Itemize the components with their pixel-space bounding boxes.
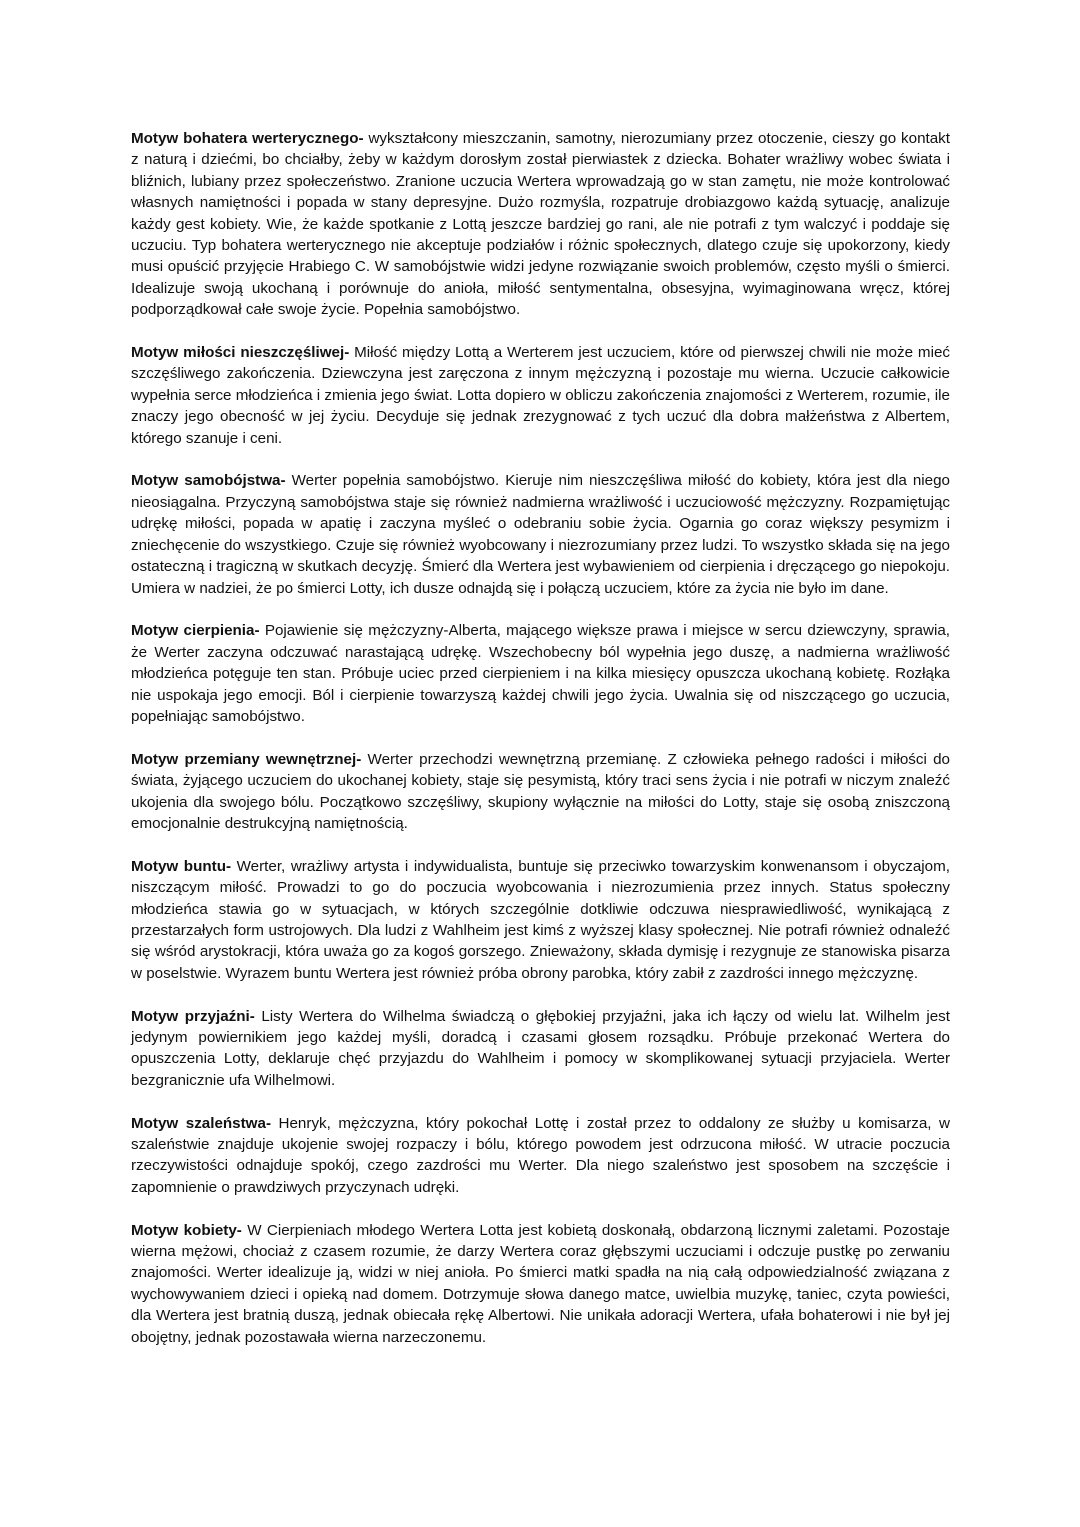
motif-text: Henryk, mężczyzna, który pokochał Lottę i został przez to oddalony ze służby u komisarza, w szaleństwie znajduje ukojenie swojej rozpaczy i bólu, którego powodem jest odrzucona miłość. W utracie poczucia rzeczywistości odnajduje spokój, czego zazdrości mu Werter. Dla niego szaleństwo jest sposobem na szczęście i zapomnienie o prawdziwych przyczynach udręki. bbox=[131, 1114, 951, 1196]
motif-title: Motyw samobójstwa- bbox=[131, 472, 286, 490]
motif-text: Werter przechodzi wewnętrzną przemianę. Z człowieka pełnego radości i miłości do świata, żyjącego uczuciem do ukochanej kobiety, staje się pesymistą, który traci sens życia i nie potrafi w niczym znaleźć ukojenia dla swojego bólu. Początkowo szczęśliwy, skupiony wyłącznie na miłości do Lotty, staje się osobą zniszczoną emocjonalnie destrukcyjną namiętnością. bbox=[131, 750, 950, 832]
motif-paragraph-friendship bbox=[131, 1006, 950, 1092]
motif-title: Motyw miłości nieszczęśliwej- bbox=[131, 344, 350, 362]
motif-title: Motyw przemiany wewnętrznej- bbox=[131, 750, 362, 768]
motif-text: wykształcony mieszczanin, samotny, nierozumiany przez otoczenie, cieszy go kontakt z naturą i dziećmi, bo chciałby, żeby w każdym dorosłym został pierwiastek z dziecka. Bohater wrażliwy wobec świata i bliźnich, lubiany przez społeczeństwo. Zranione uczucia Wertera wprowadzają go w stan zamętu, nie może kontrolować własnych namiętności i popada w stany depresyjne. Dużo rozmyśla, rozpatruje drobiazgowo każdą sytuację, analizuje każdy gest kobiety. Wie, że każde spotkanie z Lottą jeszcze bardziej go rani, ale nie potrafi z tym walczyć i poddaje się uczuciu. Typ bohatera werterycznego nie akceptuje podziałów i różnic społecznych, dlatego czuje się upokorzony, kiedy musi opuścić przyjęcie Hrabiego C. W samobójstwie widzi jedyne rozwiązanie swoich problemów, często myśli o śmierci. Idealizuje swoją ukochaną i porównuje do anioła, miłość sentymentalna, obsesyjna, wyimaginowana wręcz, której podporządkował całe swoje życie. Popełnia samobójstwo. bbox=[131, 130, 950, 319]
motif-title: Motyw kobiety- bbox=[131, 1221, 242, 1239]
motif-paragraph-suffering bbox=[131, 620, 950, 727]
motif-paragraph-rebellion bbox=[131, 856, 950, 984]
motif-paragraph-woman bbox=[131, 1220, 950, 1348]
motif-title: Motyw szaleństwa- bbox=[131, 1114, 272, 1132]
motif-title: Motyw cierpienia- bbox=[131, 622, 260, 640]
motif-title: Motyw przyjaźni- bbox=[131, 1007, 255, 1025]
motif-paragraph-unhappy-love bbox=[131, 342, 950, 449]
motif-paragraph-madness bbox=[131, 1113, 950, 1199]
document-page bbox=[131, 128, 950, 1369]
motif-text: Listy Wertera do Wilhelma świadczą o głębokiej przyjaźni, jaka ich łączy od wielu lat. Wilhelm jest jedynym powiernikiem jego każdej myśli, doradcą i czasami głosem rozsądku. Próbuje przekonać Wertera do opuszczenia Lotty, deklaruje chęć przyjazdu do Wahlheim i pomocy w skomplikowanej sytuacji przyjaciela. Werter bezgranicznie ufa Wilhelmowi. bbox=[131, 1007, 950, 1089]
motif-title: Motyw buntu- bbox=[131, 857, 232, 875]
motif-text: Miłość między Lottą a Werterem jest uczuciem, które od pierwszej chwili nie może mieć szczęśliwego zakończenia. Dziewczyna jest zaręczona z innym mężczyzną i pozostaje mu wierna. Uczucie całkowicie wypełnia serce młodzieńca i zmienia jego świat. Lotta dopiero w obliczu zakończenia znajomości z Werterem, rozumie, ile znaczy jego obecność w jej życiu. Decyduje się jednak zrezygnować z tych uczuć dla dobra małżeństwa z Albertem, którego szanuje i ceni. bbox=[131, 344, 950, 447]
motif-title: Motyw bohatera werterycznego- bbox=[131, 130, 364, 147]
motif-text: Werter, wrażliwy artysta i indywidualista, buntuje się przeciwko towarzyskim konwenansom i obyczajom, niszczącym miłość. Prowadzi to go do poczucia wyobcowania i niezrozumienia przez innych. Status społeczny młodzieńca stawia go w sytuacjach, w których szczególnie dotkliwie odczuwa niesprawiedliwość, wynikającą z przestarzałych form ustrojowych. Dla ludzi z Wahlheim jest kimś z wyższej klasy społecznej. Nie potrafi również odnaleźć się wśród arystokracji, która uważa go za kogoś gorszego. Znieważony, składa dymisję i rezygnuje ze stanowiska pisarza w poselstwie. Wyrazem buntu Wertera jest również próba obrony parobka, który zabił z zazdrości innego mężczyznę. bbox=[131, 857, 950, 982]
motif-paragraph-suicide bbox=[131, 470, 950, 598]
motif-paragraph-hero bbox=[131, 128, 950, 321]
motif-text: Werter popełnia samobójstwo. Kieruje nim nieszczęśliwa miłość do kobiety, która jest dla niego nieosiągalna. Przyczyną samobójstwa staje się również nadmierna wrażliwość i uczuciowość mężczyzny. Rozpamiętując udrękę miłości, popada w apatię i zaczyna myśleć o odebraniu sobie życia. Ogarnia go coraz większy pesymizm i zniechęcenie do wszystkiego. Czuje się również wyobcowany i niezrozumiany przez ludzi. To wszystko składa się na jego ostateczną i tragiczną w skutkach decyzję. Śmierć dla Wertera jest wybawieniem od cierpienia i dręczącego go niepokoju. Umiera w nadziei, że po śmierci Lotty, ich dusze odnajdą się i połączą uczuciem, które za życia nie było im dane. bbox=[131, 472, 950, 597]
motif-text: Pojawienie się mężczyzny-Alberta, mającego większe prawa i miejsce w sercu dziewczyny, sprawia, że Werter zaczyna odczuwać narastającą udrękę. Wszechobecny ból wypełnia jego duszę, a nadmierna wrażliwość młodzieńca potęguje ten stan. Próbuje uciec przed cierpieniem i na kilka miesięcy opuszcza ukochaną kobietę. Rozłąka nie uspokaja jego emocji. Ból i cierpienie towarzyszą każdej chwili jego życia. Uwalnia się od niszczącego go uczucia, popełniając samobójstwo. bbox=[131, 622, 950, 725]
motif-paragraph-transformation bbox=[131, 749, 950, 835]
motif-text: W Cierpieniach młodego Wertera Lotta jest kobietą doskonałą, obdarzoną licznymi zaletami. Pozostaje wierna mężowi, chociaż z czasem rozumie, że darzy Wertera coraz głębszymi uczuciami i odczuje pustkę po zerwaniu znajomości. Werter idealizuje ją, widzi w niej anioła. Po śmierci matki spadła na nią całą odpowiedzialność związana z wychowywaniem dzieci i opieką nad domem. Dotrzymuje słowa danego matce, uwielbia muzykę, taniec, czyta powieści, dla Wertera jest bratnią duszą, jednak obiecała rękę Albertowi. Nie unikała adoracji Wertera, ufała bohaterowi i nie był jej obojętny, jednak pozostawała wierna narzeczonemu. bbox=[131, 1221, 950, 1346]
